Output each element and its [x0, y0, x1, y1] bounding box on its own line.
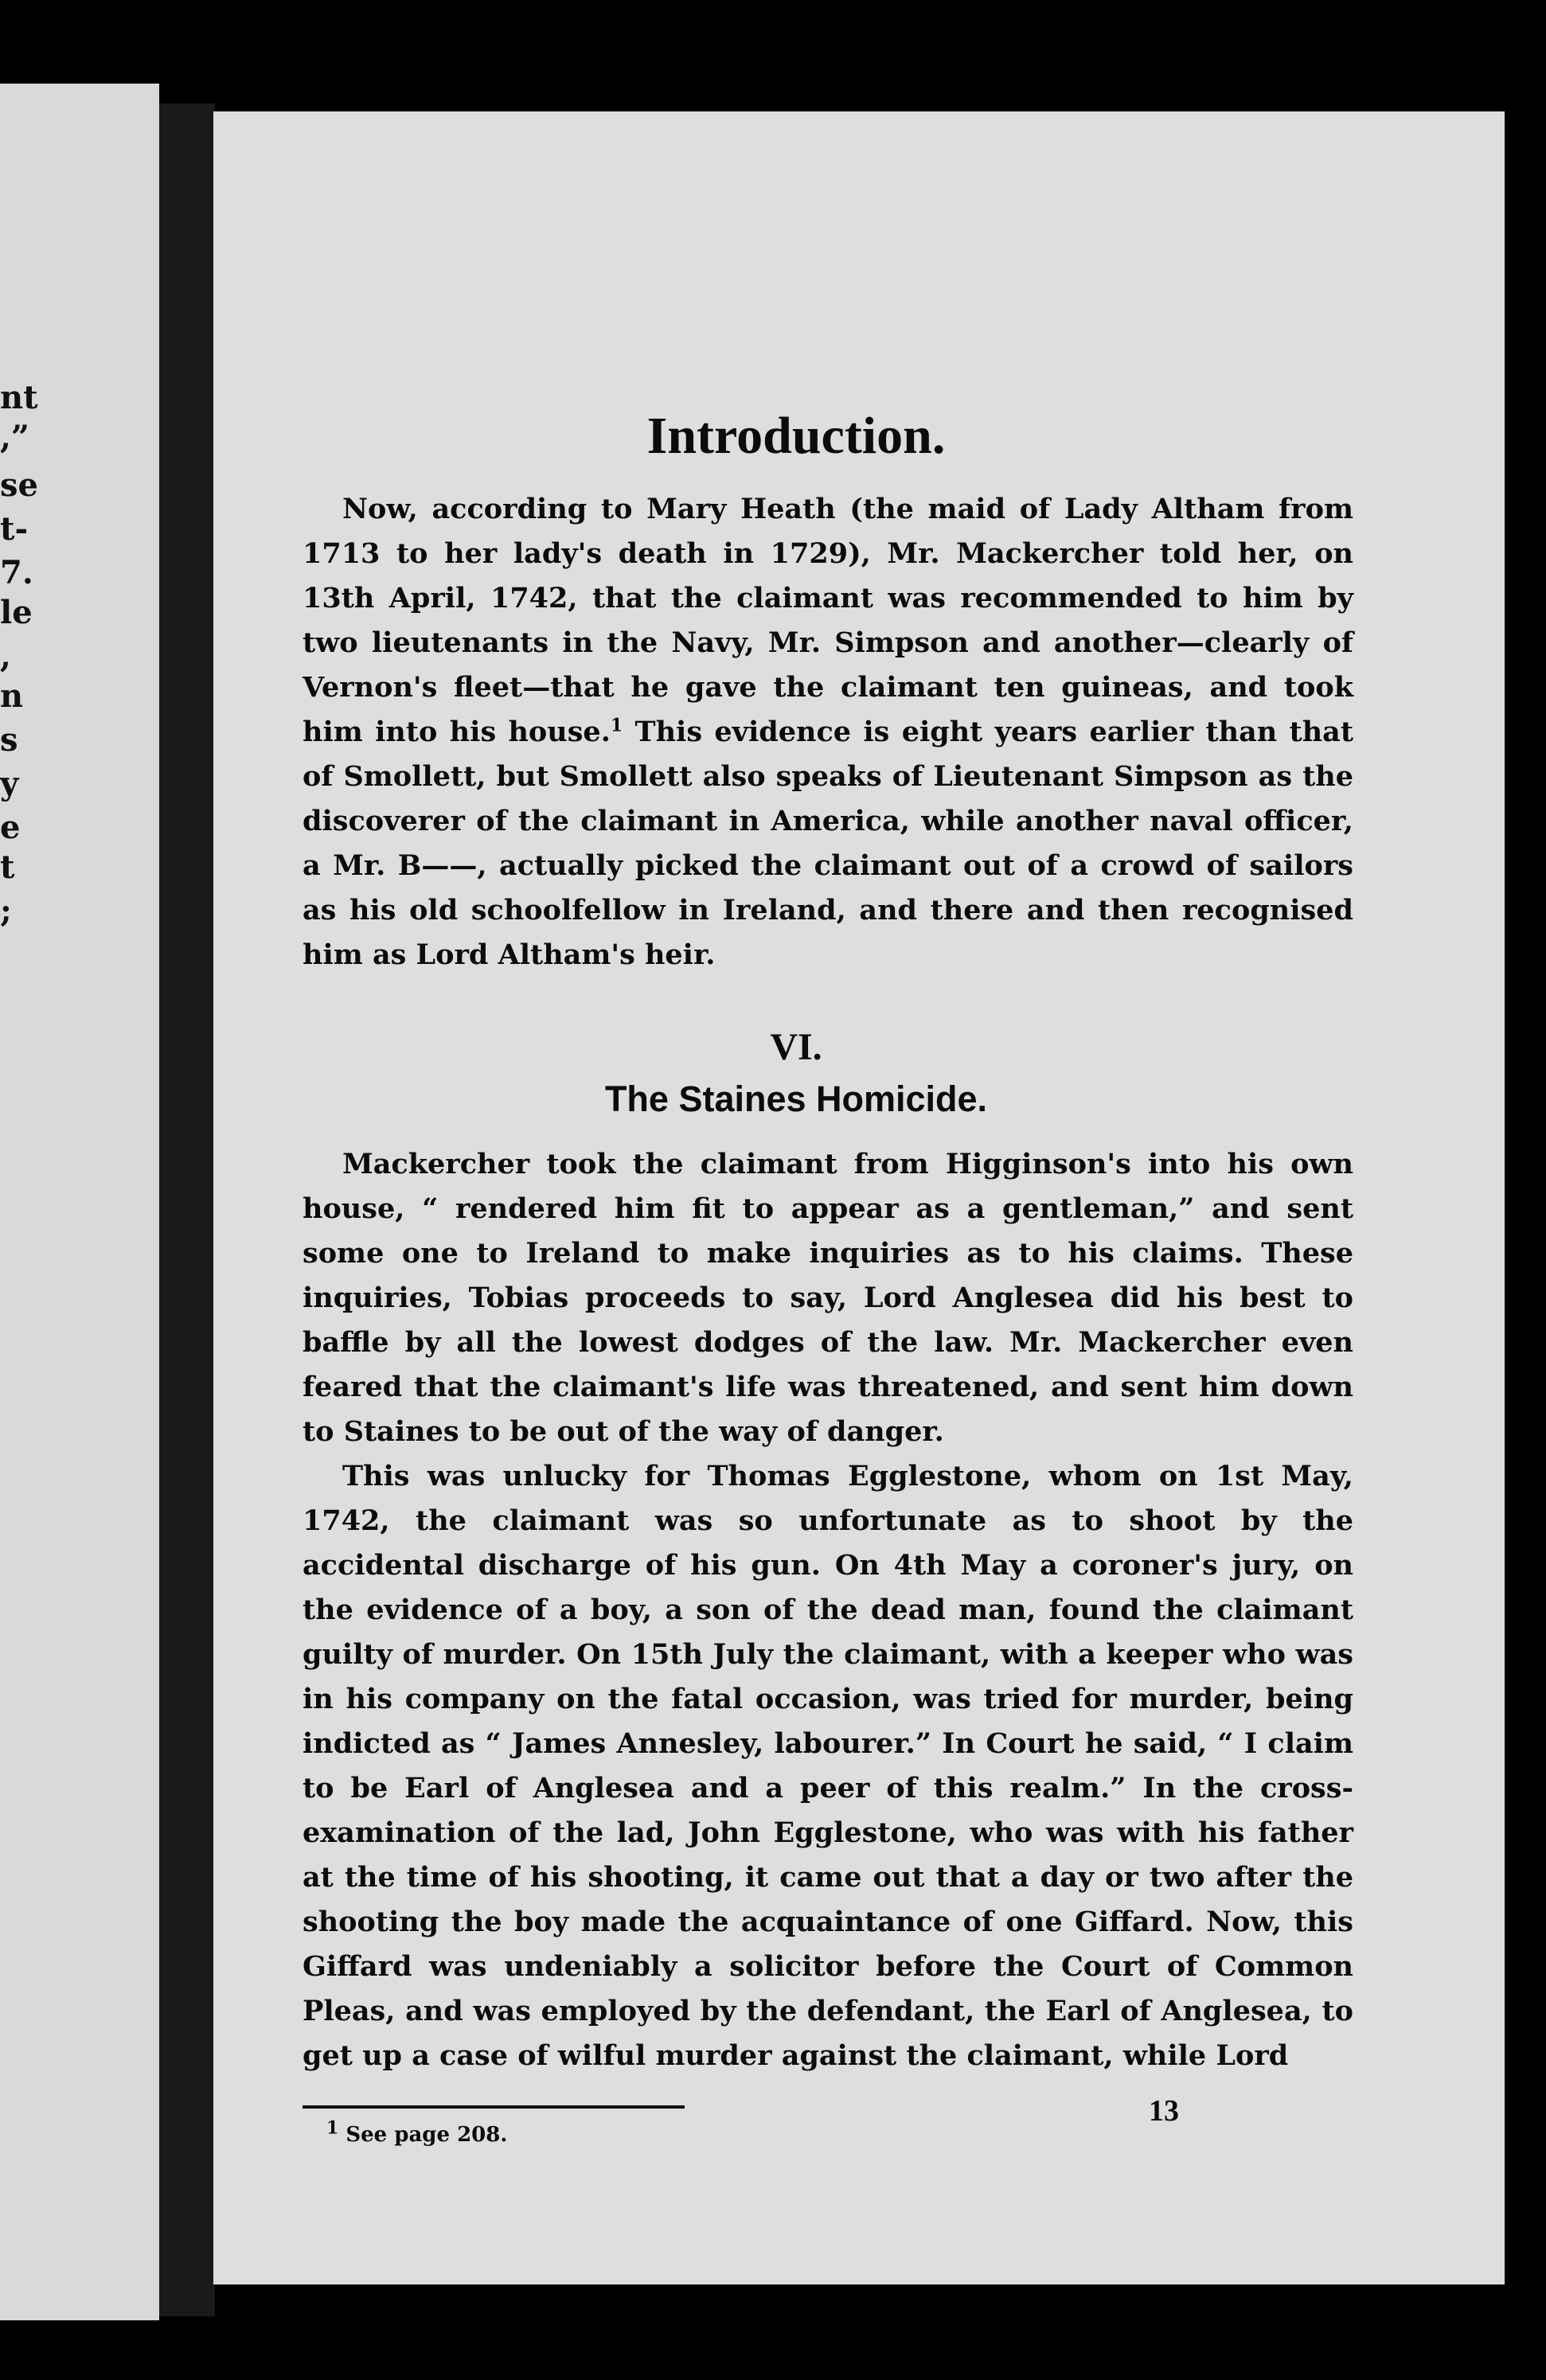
left-fragment: y: [0, 765, 19, 802]
left-fragment: t: [0, 849, 15, 886]
page-number: 13: [1149, 2094, 1179, 2128]
right-page: [213, 111, 1505, 2284]
section-title: The Staines Homicide.: [604, 1079, 988, 1119]
paragraph-3: This was unlucky for Thomas Egglestone, whom on 1st May, 1742, the claimant was so unfortunate as to shoot by the accidental discharge of his gun. On 4th May a coroner's jury, on the evidence of a boy, a son of the dead man, found the claimant guilty of murder. On 15th July the claimant, with a keeper who was in his company on the fatal occasion, was tried for murder, being indicted as “ James Annesley, labourer.” In Court he said, “ I claim to be Earl of Anglesea and a peer of this realm.” In the cross-examination of the lad, John Egglestone, who was with his father at the time of his shooting, it came out that a day or two after the shooting the boy made the acquaintance of one Giffard. Now, this Giffard was undeniably a solicitor before the Court of Common Pleas, and was employed by the defendant, the Earl of Anglesea, to get up a case of wilful murder against the claimant, while Lord: [303, 1460, 1353, 2072]
footnote-text: See page 208.: [338, 2123, 508, 2147]
book-gutter: [159, 103, 215, 2316]
left-fragment: le: [0, 594, 33, 631]
footnote-divider: [303, 2105, 685, 2109]
footnote-reference: 1: [610, 715, 623, 736]
paragraph-1-continued: This evidence is eight years earlier than that of Smollett, but Smollett also speaks of Lieutenant Simpson as the discoverer of the claimant in America, while another naval officer, a Mr. B——, actually picked the claimant out of a crowd of sailors as his old schoolfellow in Ireland, and there and then recognised him as Lord Altham's heir.: [303, 716, 1353, 971]
paragraph-2: Mackercher took the claimant from Higginson's into his own house, “ rendered him fit to appear as a gentleman,” and sent some one to Ireland to make inquiries as to his claims. These inquiries, Tobias proceeds to say, Lord Anglesea did his best to baffle by all the lowest dodges of the law. Mr. Mackercher even feared that the claimant's life was threatened, and sent him down to Staines to be out of the way of danger.: [303, 1148, 1353, 1448]
left-fragment: ,: [0, 638, 11, 675]
paragraph-1: [303, 487, 1353, 977]
page-body: [303, 287, 1353, 2147]
footnote: [326, 2117, 1353, 2147]
left-fragment: s: [0, 721, 18, 759]
left-fragment: se: [0, 466, 38, 504]
left-page-edge: [0, 84, 159, 2320]
left-fragment: ,”: [0, 419, 29, 456]
footnote-mark: 1: [326, 2117, 339, 2139]
left-fragment: t-: [0, 510, 29, 548]
left-fragment: n: [0, 677, 24, 715]
left-fragment: nt: [0, 379, 38, 416]
left-fragment: 7.: [0, 554, 33, 591]
page-heading: Introduction.: [646, 407, 946, 465]
section-number: VI.: [770, 1026, 822, 1068]
paragraph-1-text: Now, according to Mary Heath (the maid of Lady Altham from 1713 to her lady's death in 1729), Mr. Mackercher told her, on 13th April, 1742, that the claimant was recommended to him by two lieutenants in the Navy, Mr. Simpson and another—clearly of Vernon's fleet—that he gave the claimant ten guineas, and took him into his house.: [303, 493, 1353, 748]
left-fragment: e: [0, 809, 21, 846]
left-fragment: ;: [0, 892, 12, 930]
